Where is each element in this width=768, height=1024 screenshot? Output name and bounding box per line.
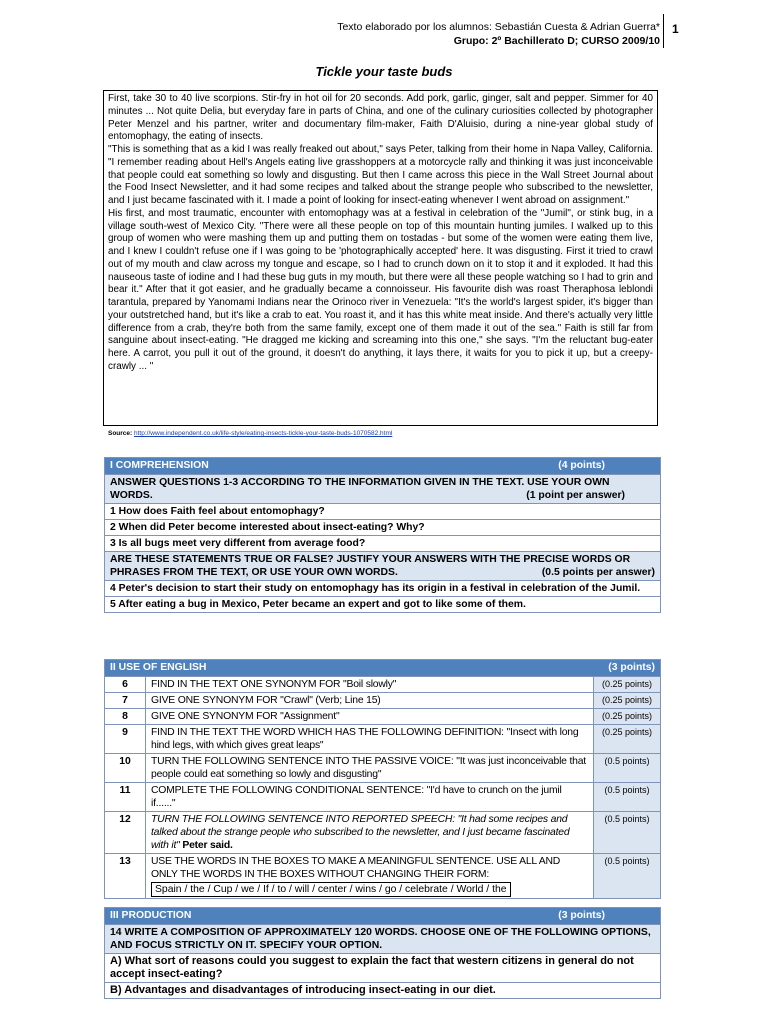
english-item-9 <box>105 725 661 754</box>
comprehension-instruction-1 <box>105 475 661 504</box>
item-number: 8 <box>105 709 146 725</box>
item-number: 10 <box>105 754 146 783</box>
english-item-8 <box>105 709 661 725</box>
q13-words-box: Spain / the / Cup / we / If / to / will / center / wins / go / celebrate / World / the <box>151 882 511 897</box>
page-number: 1 <box>672 22 679 36</box>
question-1: 1 How does Faith feel about entomophagy? <box>105 504 661 520</box>
item-points: (0.25 points) <box>594 693 661 709</box>
english-item-6 <box>105 677 661 693</box>
production-points: (3 points) <box>558 910 605 921</box>
source-link[interactable]: http://www.independent.co.uk/life-style/eating-insects-tickle-your-taste-buds-1070582.html <box>134 430 393 437</box>
production-section <box>104 907 661 999</box>
page-title: Tickle your taste buds <box>315 64 453 79</box>
item-points: (0.5 points) <box>594 854 661 899</box>
item-number: 7 <box>105 693 146 709</box>
english-header-cell <box>105 660 661 677</box>
item-text <box>146 854 594 899</box>
instr1-points: (1 point per answer) <box>526 490 625 501</box>
item-points: (0.25 points) <box>594 725 661 754</box>
english-heading: II USE OF ENGLISH <box>110 662 207 673</box>
q13-instruction: USE THE WORDS IN THE BOXES TO MAKE A MEANINGFUL SENTENCE. USE ALL AND ONLY THE WORDS IN THE BOXES WITHOUT CHANGING THEIR FORM: <box>151 856 561 880</box>
item-number: 12 <box>105 812 146 854</box>
q12-sentence: TURN THE FOLLOWING SENTENCE INTO REPORTED SPEECH: "It had some recipes and talked about the strange people who subscribed to the newsletter, and I just became fascinated with it" <box>151 814 570 851</box>
item-points: (0.5 points) <box>594 783 661 812</box>
item-points: (0.25 points) <box>594 709 661 725</box>
use-of-english-section <box>104 659 661 899</box>
paragraph-2: "This is something that as a kid I was really freaked out about," says Peter, talking from their home in Napa Valley, California. "I remember reading about Hell's Angels eating live grasshoppers at a motorcycle rally and thinking it was just inconceivable that people could eat something so lowly and disgusting. But then I came across this piece in the Wall Street Journal about the Food Insect Newsletter, and it had some recipes and talked about the strange people who subscribed to the newsletter, and I just became fascinated with it. I made a point of looking for insect-eating whenever I went abroad on assignment." <box>108 144 653 206</box>
comprehension-heading: I COMPREHENSION <box>110 460 209 471</box>
q12-peter-said: Peter said. <box>179 840 233 851</box>
item-number: 11 <box>105 783 146 812</box>
item-text: FIND IN THE TEXT ONE SYNONYM FOR "Boil slowly" <box>146 677 594 693</box>
comprehension-points: (4 points) <box>558 460 605 471</box>
item-text: GIVE ONE SYNONYM FOR "Assignment" <box>146 709 594 725</box>
item-points: (0.25 points) <box>594 677 661 693</box>
question-2: 2 When did Peter become interested about insect-eating? Why? <box>105 520 661 536</box>
english-item-13 <box>105 854 661 899</box>
header-divider <box>663 14 664 48</box>
item-text: GIVE ONE SYNONYM FOR "Crawl" (Verb; Line 15) <box>146 693 594 709</box>
instr2-points: (0.5 points per answer) <box>541 567 655 578</box>
item-text: COMPLETE THE FOLLOWING CONDITIONAL SENTENCE: "I'd have to crunch on the jumil if......" <box>146 783 594 812</box>
production-instruction: 14 WRITE A COMPOSITION OF APPROXIMATELY 120 WORDS. CHOOSE ONE OF THE FOLLOWING OPTIONS, AND FOCUS STRICTLY ON IT. SPECIFY YOUR OPTION. <box>105 925 661 954</box>
source-label: Source: <box>108 430 133 437</box>
item-text: FIND IN THE TEXT THE WORD WHICH HAS THE FOLLOWING DEFINITION: "Insect with long hind legs, with which gives great leaps" <box>146 725 594 754</box>
question-4: 4 Peter's decision to start their study on entomophagy has its origin in a festival in celebration of the Jumil. <box>105 581 661 597</box>
instr2-text: ARE THESE STATEMENTS TRUE OR FALSE? JUSTIFY YOUR ANSWERS WITH THE PRECISE WORDS OR PHRASES FROM THE TEXT, OR USE YOUR OWN WORDS. <box>110 554 631 578</box>
comprehension-instruction-2 <box>105 552 661 581</box>
english-item-11 <box>105 783 661 812</box>
question-5: 5 After eating a bug in Mexico, Peter became an expert and got to like some of them. <box>105 597 661 613</box>
item-text: TURN THE FOLLOWING SENTENCE INTO THE PASSIVE VOICE: "It was just inconceivable that people could eat something so lowly and disgusting" <box>146 754 594 783</box>
item-text <box>146 812 594 854</box>
header-group: Grupo: 2º Bachillerato D; CURSO 2009/10 <box>453 35 660 47</box>
item-points: (0.5 points) <box>594 812 661 854</box>
item-number: 9 <box>105 725 146 754</box>
comprehension-header-cell <box>105 458 661 475</box>
production-heading: III PRODUCTION <box>110 910 192 921</box>
item-points: (0.5 points) <box>594 754 661 783</box>
comprehension-section <box>104 457 661 613</box>
item-number: 13 <box>105 854 146 899</box>
page-header <box>337 20 660 48</box>
option-a: A) What sort of reasons could you suggest to explain the fact that western citizens in general do not accept insect-eating? <box>105 954 661 983</box>
instr1-text: ANSWER QUESTIONS 1-3 ACCORDING TO THE INFORMATION GIVEN IN THE TEXT. USE YOUR OWN WORDS. <box>110 477 610 501</box>
header-authors: Texto elaborado por los alumnos: Sebastián Cuesta & Adrian Guerra* <box>337 21 660 33</box>
english-item-10 <box>105 754 661 783</box>
question-3: 3 Is all bugs meet very different from average food? <box>105 536 661 552</box>
item-number: 6 <box>105 677 146 693</box>
production-header-cell <box>105 908 661 925</box>
reading-text-box <box>103 90 658 426</box>
source-line <box>108 430 392 437</box>
english-item-12 <box>105 812 661 854</box>
paragraph-3: His first, and most traumatic, encounter with entomophagy was at a festival in celebration of the "Jumil", or stink bug, in a village south-west of Mexico City. "There were all these people on top of this mountain hunting jumiles. I walked up to this group of women who were mashing them up and putting them on tostadas - but some of the women were eating them live, and I knew I couldn't refuse one if I was going to be 'photographically accepted' here. It was disgusting. First it tried to crawl out of my mouth and claw across my tongue and escape, so I had to crunch down on it to stop it and it exploded. It had this nauseous taste of iodine and I had these bug guts in my mouth, but there were all these people watching so I had to grin and bear it." After that it got easier, and he gradually became a connoisseur. His favourite dish was roast Theraphosa leblondi tarantula, prepared by Yanomami Indians near the Orinoco river in Venezuela: "It's the world's largest spider, it's bigger than your outstretched hand, but it's like a crab to eat. You roast it, and it has this white meat inside. And there's actually very little difference from a crab, they're both from the same family, except one of them made it out of the sea." Faith is still far from sanguine about insect-eating. "He dragged me kicking and screaming into this one," she says. "I'm the reluctant bug-eater here. A carrot, you pull it out of the ground, it doesn't do anything, it lays there, it waits for you to pick it up, but a creepy-crawly ... " <box>108 207 653 372</box>
paragraph-1: First, take 30 to 40 live scorpions. Stir-fry in hot oil for 20 seconds. Add pork, garlic, ginger, salt and pepper. Simmer for 40 minutes ... Not quite Delia, but everyday fare in parts of China, and one of the culinary curiosities collected by photographer Peter Menzel and his partner, writer and documentary film-maker, Faith D'Aluisio, during a nine-year global study of entomophagy, the eating of insects. <box>108 93 653 143</box>
option-b: B) Advantages and disadvantages of introducing insect-eating in our diet. <box>105 983 661 999</box>
english-points: (3 points) <box>608 662 655 673</box>
english-item-7 <box>105 693 661 709</box>
